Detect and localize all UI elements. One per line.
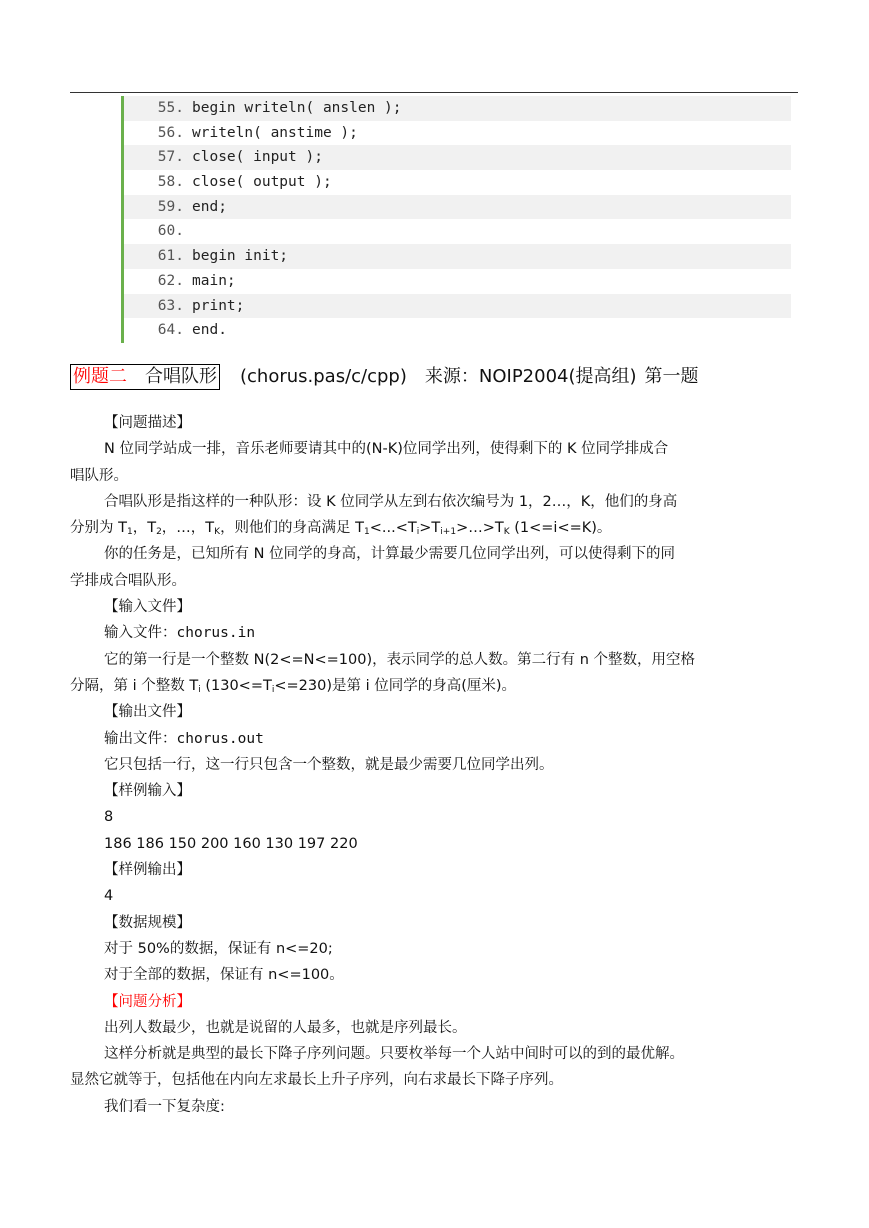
analysis-paragraph: 出列人数最少，也就是说留的人最多，也就是序列最长。 bbox=[104, 1019, 467, 1036]
code-line bbox=[124, 96, 791, 121]
line-text: print; bbox=[192, 297, 245, 314]
example-label: 例题二 bbox=[73, 366, 127, 387]
sample-input-line: 8 bbox=[104, 809, 114, 826]
scale-line: 对于全部的数据，保证有 n<=100。 bbox=[104, 967, 344, 984]
line-text: end; bbox=[192, 198, 227, 215]
input-heading: 【输入文件】 bbox=[104, 599, 191, 616]
code-line bbox=[124, 195, 791, 220]
output-paragraph: 它只包括一行，这一行只包含一个整数，就是最少需要几位同学出列。 bbox=[104, 756, 554, 773]
line-number: 63. bbox=[157, 297, 184, 314]
output-file-name: chorus.out bbox=[176, 730, 264, 747]
code-line bbox=[124, 269, 791, 294]
example-problem: 第一题 bbox=[644, 366, 699, 387]
desc-heading: 【问题描述】 bbox=[104, 415, 191, 431]
problem-body bbox=[70, 410, 792, 1120]
line-number: 60. bbox=[157, 223, 184, 240]
desc-paragraph: 学排成合唱队形。 bbox=[70, 572, 186, 589]
input-file-line: 输入文件：chorus.in bbox=[104, 625, 256, 642]
desc-paragraph: N 位同学站成一排，音乐老师要请其中的(N-K)位同学出列，使得剩下的 K 位同学排成合 bbox=[104, 441, 669, 458]
code-line bbox=[124, 294, 791, 319]
sample-input-heading: 【样例输入】 bbox=[104, 783, 191, 800]
line-number: 58. bbox=[157, 174, 184, 191]
line-number: 57. bbox=[157, 149, 184, 166]
example-files: (chorus.pas/c/cpp) bbox=[240, 366, 407, 387]
line-text: begin init; bbox=[192, 248, 289, 265]
example-heading bbox=[70, 363, 699, 391]
desc-paragraph: 你的任务是，已知所有 N 位同学的身高，计算最少需要几位同学出列，可以使得剩下的同 bbox=[104, 546, 676, 563]
analysis-paragraph: 显然它就等于，包括他在内向左求最长上升子序列，向右求最长下降子序列。 bbox=[70, 1072, 563, 1089]
example-title-box bbox=[70, 364, 220, 390]
analysis-paragraph: 我们看一下复杂度: bbox=[104, 1098, 225, 1115]
input-paragraph: 它的第一行是一个整数 N(2<=N<=100)，表示同学的总人数。第二行有 n 个整数，用空格 bbox=[104, 651, 696, 668]
sample-output-line: 4 bbox=[104, 888, 114, 905]
desc-formula-line: 分别为 $T_1$，$T_2$，…，$T_K$，则他们的身高满足 $T_1<...<T_i>T_{i+1}>\dots>T_K$ (1<=i<=K)。 bbox=[70, 520, 612, 538]
line-number: 56. bbox=[157, 124, 184, 141]
code-line bbox=[124, 219, 791, 244]
example-title: 合唱队形 bbox=[145, 366, 217, 387]
sample-input-line: 186 186 150 200 160 130 197 220 bbox=[104, 835, 358, 852]
line-number: 55. bbox=[157, 100, 184, 116]
output-heading: 【输出文件】 bbox=[104, 704, 191, 721]
line-number: 59. bbox=[157, 198, 184, 215]
example-source: 来源：NOIP2004(提高组) bbox=[424, 366, 637, 387]
code-line bbox=[124, 244, 791, 269]
output-file-line: 输出文件：chorus.out bbox=[104, 730, 264, 747]
line-text: close( output ); bbox=[192, 174, 332, 191]
code-line bbox=[124, 170, 791, 195]
line-number: 61. bbox=[157, 248, 184, 265]
line-number: 62. bbox=[157, 272, 184, 289]
input-formula-line: 分隔，第 i 个整数 $T_i$ $(130<=T_i<=230)$是第 i 位同学的身高(厘米)。 bbox=[70, 677, 517, 695]
code-line bbox=[124, 318, 791, 343]
line-text: main; bbox=[192, 272, 236, 289]
scale-heading: 【数据规模】 bbox=[104, 914, 191, 931]
analysis-paragraph: 这样分析就是典型的最长下降子序列问题。只要枚举每一个人站中间时可以的到的最优解。 bbox=[104, 1046, 684, 1063]
sample-output-heading: 【样例输出】 bbox=[104, 862, 191, 879]
line-text: end. bbox=[192, 322, 227, 339]
line-text bbox=[184, 223, 192, 239]
line-text: writeln( anstime ); bbox=[192, 124, 358, 141]
desc-paragraph: 合唱队形是指这样的一种队形：设 K 位同学从左到右依次编号为 1，2…，K，他们的身高 bbox=[104, 493, 678, 510]
input-file-name: chorus.in bbox=[176, 625, 256, 642]
analysis-heading: 【问题分析】 bbox=[104, 993, 191, 1010]
code-block bbox=[121, 96, 791, 343]
scale-line: 对于 50%的数据，保证有 n<=20; bbox=[104, 940, 333, 957]
line-text: begin writeln( anslen ); bbox=[192, 100, 402, 116]
line-text: close( input ); bbox=[192, 149, 323, 166]
code-line bbox=[124, 145, 791, 170]
line-number: 64. bbox=[157, 322, 184, 339]
desc-paragraph: 唱队形。 bbox=[70, 467, 128, 484]
code-line bbox=[124, 121, 791, 146]
top-rule bbox=[70, 92, 798, 93]
